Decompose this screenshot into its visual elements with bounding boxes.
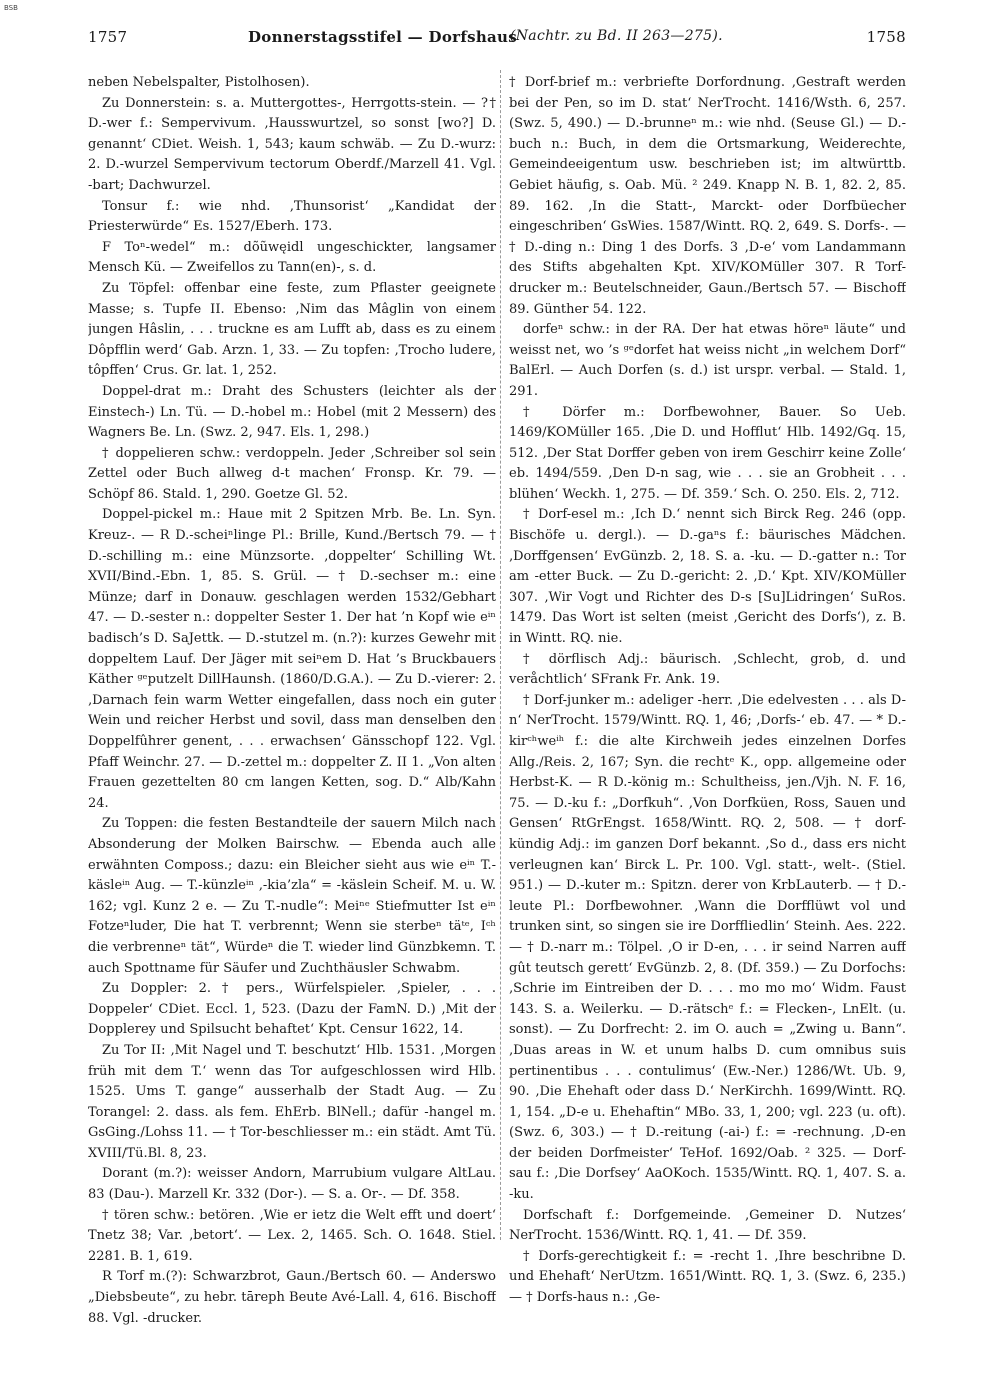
dictionary-entry: Zu Doppler: 2. † pers., Würfelspieler. ‚Spieler, . . . Doppeler‘ CDiet. Eccl. 1, 523. (Dazu der FamN. D.) ‚Mit der Dopplerey und Spilsucht behaftet‘ Kpt. Censur 1622, 14. — [88, 981, 496, 1038]
right-column — [509, 73, 906, 1393]
dictionary-entry: Tonsur f.: wie nhd. ‚Thunsorist‘ „Kandidat der Priesterwürde“ Es. 1527/Eberh. 173. — [88, 198, 496, 235]
dictionary-entry: Zu Toppen: die festen Bestandteile der sauern Milch nach Absonderung der Molken Bairschw. — Ebenda auch alle erwähnten Composs.; dazu: ein Bleicher sieht aus wie eⁱⁿ T.-käsleⁱⁿ Aug. — T.-künzleⁱⁿ ‚-kia’zla“ = -käslein Scheif. M. u. W. 162; vgl. Kunz 2 e. — Zu T.-nudle“: Meiⁿᵉ Stiefmutter Ist eⁱⁿ Fotzeⁿluder, Die hat T. verbrennt; Wenn sie sterbeⁿ täᵗᵉ, Iᶜʰ die verbrenneⁿ tät“, Würdeⁿ die T. wieder lind Günzbkemn. T. auch Spottname für Säufer und Zuchthäusler Schwabm. — [88, 816, 496, 976]
dictionary-entry: † Dörfer m.: Dorfbewohner, Bauer. So Ueb. 1469/KOMüller 165. ‚Die D. und Hofflut‘ Hlb. 1492/Gq. 15, 512. ‚Der Stat Dorffer geben von irem Geschirr keine Zolle‘ eb. 1494/559. ‚Den D-n sag, wie . . . sie an Grobheit . . . blühen‘ Weckh. 1, 275. — Df. 359.‘ Sch. O. 250. Els. 2, 712. — [509, 404, 906, 502]
dictionary-entry: † Dorfs-gerechtigkeit f.: = -recht 1. ‚Ihre beschribne D. und Ehehaft‘ NerUtzm. 1651/Wintt. RQ. 1, 3. (Swz. 6, 235.) — † Dorfs-haus n.: ‚Ge- — [509, 1248, 906, 1306]
dictionary-entry: Zu Töpfel: offenbar eine feste, zum Pflaster geeignete Masse; s. Tupfe II. Ebenso: ‚Nim das Mâglin von einem jungen Hâslin, . . . truckne es am Lufft ab, dass es zu einem Dôpfflin werd‘ Gab. Arzn. 1, 33. — Zu topfen: ‚Trocho ludere, tôpffen‘ Crus. Gr. lat. 1, 252. — [88, 280, 496, 379]
dictionary-entry: † Dorf-esel m.: ‚Ich D.‘ nennt sich Birck Reg. 246 (opp. Bischöfe u. dergl.). — D.-gaⁿs f.: bäurisches Mädchen. ‚Dorffgensen‘ EvGünzb. 2, 18. S. a. -ku. — D.-gatter n.: Tor am -etter Buck. — Zu D.-gericht: 2. ‚D.‘ Kpt. XIV/KOMüller 307. ‚Wir Vogt und Richter des D-s [Su]Lidringen‘ SuRos. 1479. Das Wort ist selten (meist ‚Gericht des Dorfs‘), z. B. in Wintt. RQ. nie. — [509, 507, 906, 647]
dictionary-entry: Zu Tor II: ‚Mit Nagel und T. beschutzt‘ Hlb. 1531. ‚Morgen früh mit dem T.‘ wenn das Tor aufgeschlossen wird Hlb. 1525. Ums T. gange“ ausserhalb der Stadt Aug. — Zu Torangel: 2. dass. als fem. EhErb. BlNell.; dafür -hangel m. GsGing./Lohss 11. — † Tor-beschliesser m.: ein städt. Amt Tü. XVIII/Tü.Bl. 8, 23. — [88, 1042, 496, 1161]
dictionary-entry: dorfeⁿ schw.: in der RA. Der hat etwas höreⁿ läute“ und weisst net, wo ’s ᵍᵉdorfet hat weiss nicht „in welchem Dorf“ BalErl. — Auch Dorfen (s. d.) ist urspr. verbal. — Stald. 1, 291. — [509, 322, 906, 399]
dictionary-entry: † tören schw.: betören. ‚Wie er ietz die Welt efft und doert‘ Tnetz 38; Var. ‚betort‘. — Lex. 2, 1465. Sch. O. 1648. Stiel. 2281. B. 1, 619. — [88, 1207, 496, 1264]
dictionary-entry: † dörflisch Adj.: bäurisch. ‚Schlecht, grob, d. und veråchtlich‘ SFrank Fr. Ank. 19. — [509, 651, 906, 688]
left-column — [88, 73, 496, 1393]
running-title: Donnerstagsstifel — Dorfshaus — [248, 28, 517, 46]
dictionary-entry: Dorant (m.?): weisser Andorn, Marrubium vulgare AltLau. 83 (Dau-). Marzell Kr. 332 (Dor-). — S. a. Or-. — Df. 358. — [88, 1166, 496, 1203]
dictionary-entry: † doppelieren schw.: verdoppeln. Jeder ‚Schreiber sol sein Zettel oder Buch allweg d-t machen‘ Fronsp. Kr. 79. — Schöpf 86. Stald. 1, 290. Goetze Gl. 52. — [88, 445, 496, 502]
library-stamp: BSB — [4, 4, 18, 12]
dictionary-entry: Doppel-drat m.: Draht des Schusters (leichter als der Einstech-) Ln. Tü. — D.-hobel m.: Hobel (mit 2 Messern) des Wagners Be. Ln. (Swz. 2, 947. Els. 1, 298.) — [88, 383, 496, 441]
dictionary-entry: Doppel-pickel m.: Haue mit 2 Spitzen Mrb. Be. Ln. Syn. Kreuz-. — R D.-scheiⁿlinge Pl.: Brille, Kund./Bertsch 79. — † D.-schilling m.: eine Münzsorte. ‚doppelter‘ Schilling Wt. XVII/Bind.-Ebn. 1, 85. S. Grül. — † D.-sechser m.: eine Münze; darf in Donauw. geschlagen werden 1532/Gebhart 47. — D.-sester n.: doppelter Sester 1. Der hat ’n Kopf wie eⁱⁿ badisch’s D. SaJettk. — D.-stutzel m. (n.?): kurzes Gewehr mit doppeltem Lauf. Der Jäger mit seiⁿem D. Hat ’s Bruckbauers Käther ᵍᵉputzelt DillHaunsh. (1860/D.G.A.). — Zu D.-vierer: 2. ‚Darnach fein warm Wetter eingefallen, dass noch ein guter Wein und reicher Herbst und sovil, dass man denselben den Doppelfûhrer genent, . . . erwachsen‘ Gänsschopf 122. Vgl. Pfaff Weinchr. 27. — D.-zettel m.: doppelter Z. II 1. „Von alten Frauen gezettelten 80 cm langen Ketten, sog. D.“ Alb/Kahn 24. — [88, 507, 496, 811]
page-number-right: 1758 — [866, 28, 906, 46]
dictionary-entry: neben Nebelspalter, Pistolhosen). — [88, 75, 310, 90]
column-divider — [500, 70, 502, 1240]
dictionary-entry: R Torf m.(?): Schwarzbrot, Gaun./Bertsch 60. — Anderswo „Diebsbeute“, zu hebr. tāreph Beute Avé-Lall. 4, 616. Bischoff 88. Vgl. -drucker. — [88, 1269, 496, 1326]
page-header — [88, 28, 906, 54]
running-title-note: (Nachtr. zu Bd. II 263—275). — [510, 28, 723, 44]
dictionary-entry: Zu Donnerstein: s. a. Muttergottes-, Herrgotts-stein. — ?† D.-wer f.: Sempervivum. ‚Hausswurtzel, so sonst [wo?] D. genannt‘ CDiet. Weish. 1, 543; kaum schwäb. — Zu D.-wurz: 2. D.-wurzel Sempervivum tectorum Oberdf./Marzell 41. Vgl. -bart; Dachwurzel. — [88, 95, 496, 193]
dictionary-entry: Dorfschaft f.: Dorfgemeinde. ‚Gemeiner D. Nutzes‘ NerTrocht. 1536/Wintt. RQ. 1, 41. — Df. 359. — [509, 1207, 906, 1244]
page-number-left: 1757 — [88, 28, 128, 46]
dictionary-entry: † Dorf-junker m.: adeliger -herr. ‚Die edelvesten . . . als D-n‘ NerTrocht. 1579/Wintt. RQ. 1, 46; ‚Dorfs-‘ eb. 47. — * D.-kirᶜʰweⁱʰ f.: die alte Kirchweih jedes einzelnen Dorfes Allg./Reis. 2, 167; Syn. die rechtᵉ K., opp. allgemeine oder Herbst-K. — R D.-könig m.: Schultheiss, jen./Vjh. N. F. 16, 75. — D.-ku f.: „Dorfkuh“. ‚Von Dorfküen, Ross, Sauen und Gensen‘ RtGrEngst. 1658/Wintt. RQ. 2, 508. — † dorf-kündig Adj.: im ganzen Dorf bekannt. ‚So d., dass ers nicht verleugnen kan‘ Birck L. Pr. 100. Vgl. statt-, welt-. (Stiel. 951.) — D.-kuter m.: Spitzn. derer von KrbLauterb. — † D.-leute Pl.: Dorfbewohner. ‚Wann die Dorfflüwt vol und trunken sint, so singen sie ire Dorffliedlin‘ Steinh. Aes. 222. — † D.-narr m.: Tölpel. ‚O ir D-en, . . . ir seind Narren auff gût teutsch gerett‘ EvGünzb. 2, 8. (Df. 359.) — Zu Dorfochs: ‚Schrie im Eintreiben der D. . . . mo mo mo‘ Widm. Faust 143. S. a. Weilerku. — D.-rätschᵉ f.: = Flecken-, LnElt. (u. sonst). — Zu Dorfrecht: 2. im O. auch = „Zwing u. Bann“. ‚Duas areas in W. et unum halbs D. cum omnibus suis pertinentibus . . . contulimus‘ (Ew.-Ner.) 1286/Wt. Ub. 9, 90. ‚Die Ehehaft oder dass D.‘ NerKirchh. 1699/Wintt. RQ. 1, 154. „D-e u. Ehehaftin“ MBo. 33, 1, 200; vgl. 223 (u. oft). (Swz. 6, 303.) — † D.-reitung (-ai-) f.: = -rechnung. ‚D-en der beiden Dorfmeister‘ TeHof. 1692/Oab. ² 325. — Dorf-sau f.: ‚Die Dorfsey‘ AaOKoch. 1535/Wintt. RQ. 1, 407. S. a. -ku. — [509, 692, 906, 1203]
dictionary-entry: F Toⁿ-wedel“ m.: dõũwęidl ungeschickter, langsamer Mensch Kü. — Zweifellos zu Tann(en)-, s. d. — [88, 239, 496, 276]
dictionary-entry: † Dorf-brief m.: verbriefte Dorfordnung. ‚Gestraft werden bei der Pen, so im D. stat‘ NerTrocht. 1416/Wsth. 6, 257. (Swz. 5, 490.) — D.-brunneⁿ m.: wie nhd. (Seuse Gl.) — D.-buch n.: Buch, in dem die Ortsmarkung, Weiderechte, Gemeindeeigentum usw. beschrieben ist; im altwürttb. Gebiet häufig, s. Oab. Mü. ² 249. Knapp N. B. 1, 82. 2, 85. 89. 162. ‚In die Statt-, Marckt- oder Dorfbüecher eingeschriben‘ GsWies. 1587/Wintt. RQ. 2, 649. S. Dorfs-. — † D.-ding n.: Ding 1 des Dorfs. 3 ‚D-e‘ vom Landammann des Stifts abgehalten Kpt. XIV/KOMüller 307. R Torf-drucker m.: Beutelschneider, Gaun./Bertsch 57. — Bischoff 89. Günther 54. 122. — [509, 75, 906, 317]
